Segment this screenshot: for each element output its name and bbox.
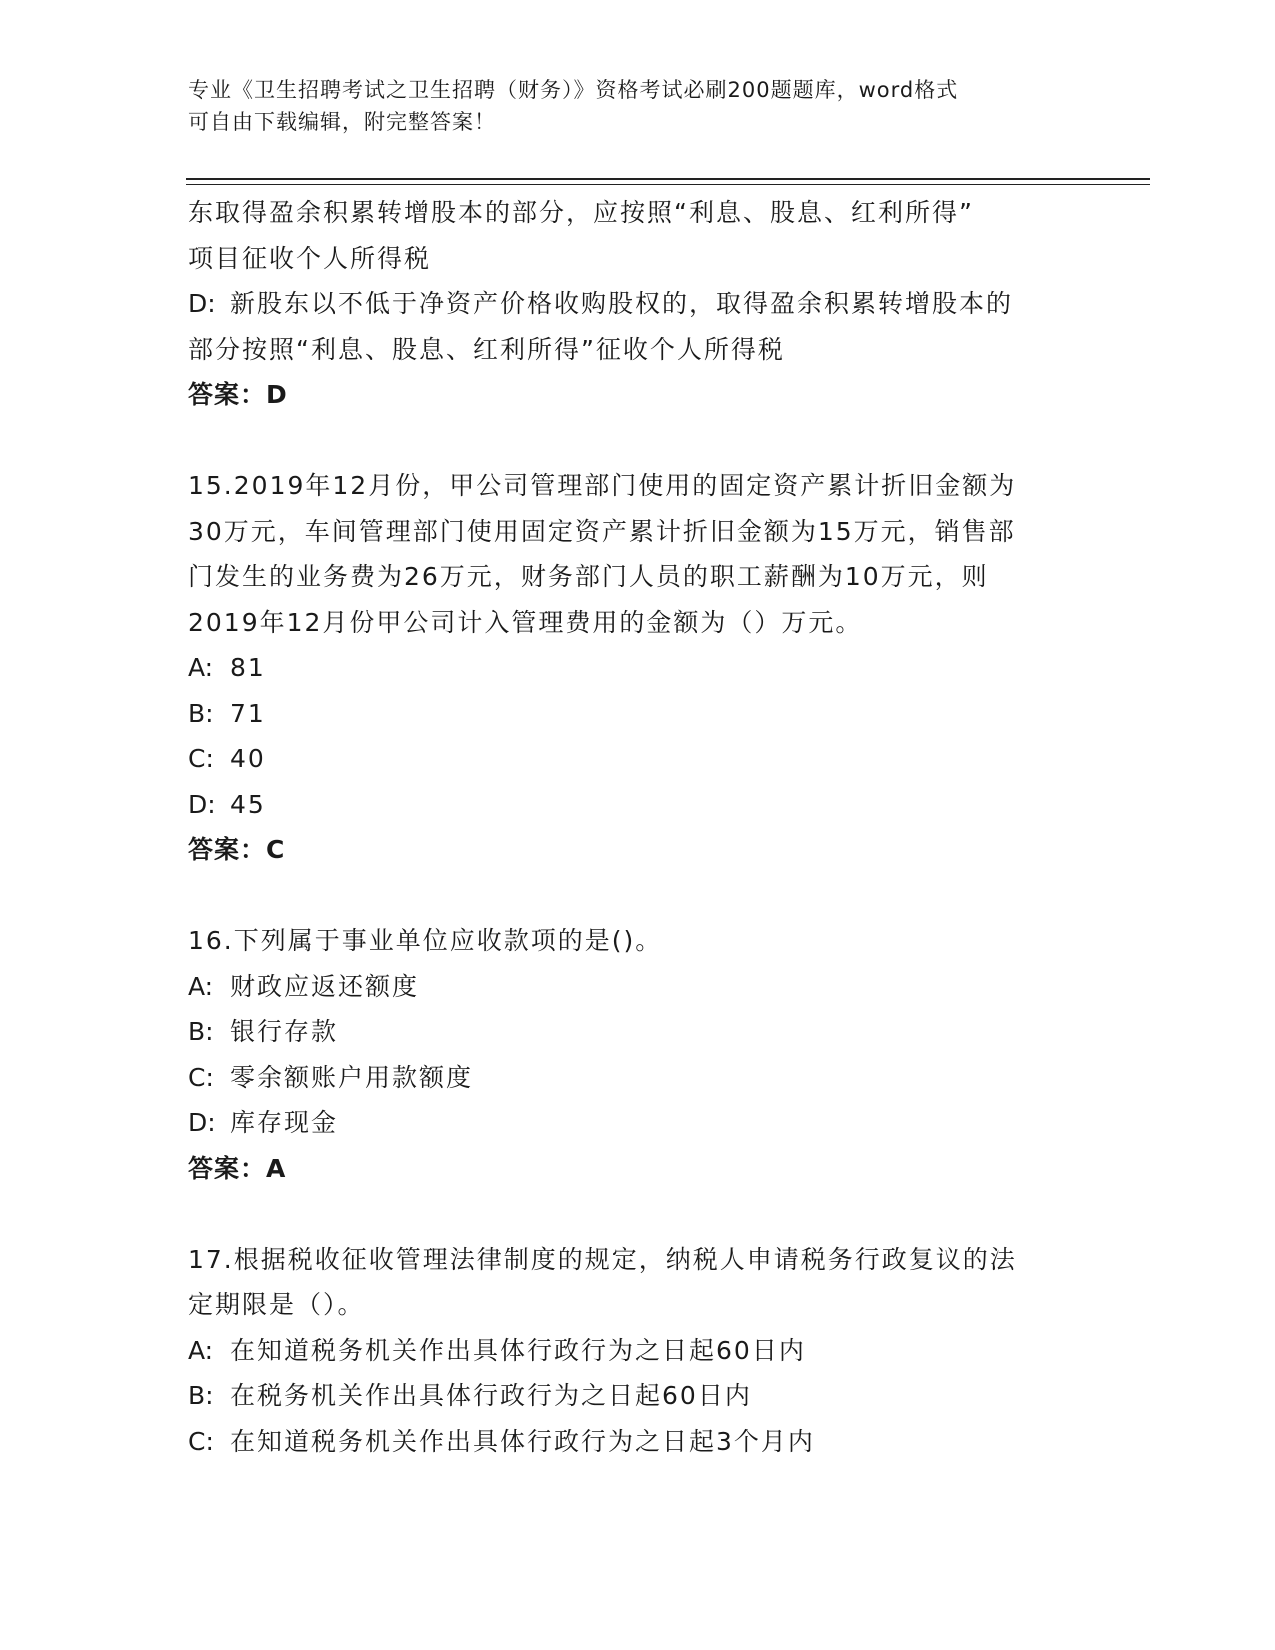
option-d: [188, 281, 1088, 327]
option-label: D:: [188, 1108, 216, 1137]
spacer: [188, 873, 1088, 919]
option-label: D:: [188, 789, 216, 819]
option-text: 45: [230, 789, 266, 819]
question-15-line: 15.2019年12月份，甲公司管理部门使用的固定资产累计折旧金额为: [188, 471, 1017, 500]
option-c: [188, 736, 1088, 782]
option-a: [188, 645, 1088, 691]
option-c: [188, 1055, 1088, 1101]
option-d: [188, 782, 1088, 828]
option-text: 新股东以不低于净资产价格收购股权的，取得盈余积累转增股本的: [230, 289, 1014, 318]
document-body: [188, 190, 1088, 1464]
answer-line: 答案：A: [188, 1153, 287, 1183]
option-label: C:: [188, 1426, 214, 1456]
continuation-line: 项目征收个人所得税: [188, 243, 432, 273]
header-divider-thick: [186, 178, 1150, 180]
question-17-line: 定期限是（）。: [188, 1290, 365, 1319]
header-line-2: 可自由下载编辑，附完整答案！: [188, 110, 496, 134]
option-a: [188, 964, 1088, 1010]
question-16-line: 16.下列属于事业单位应收款项的是()。: [188, 926, 663, 955]
answer-line: 答案：C: [188, 835, 286, 864]
option-label: C:: [188, 744, 214, 773]
option-label: A:: [188, 971, 214, 1001]
option-text: 库存现金: [230, 1108, 339, 1137]
continuation-line: 东取得盈余积累转增股本的部分，应按照“利息、股息、红利所得”: [188, 198, 974, 227]
option-label: B:: [188, 1017, 214, 1046]
option-c: [188, 1419, 1088, 1465]
question-15-line: 2019年12月份甲公司计入管理费用的金额为（）万元。: [188, 607, 863, 637]
header-line-1: 专业《卫生招聘考试之卫生招聘（财务）》资格考试必刷200题题库，word格式: [188, 78, 959, 102]
question-15-line: 30万元，车间管理部门使用固定资产累计折旧金额为15万元，销售部: [188, 516, 1016, 546]
option-text: 71: [230, 698, 266, 728]
option-text: 零余额账户用款额度: [230, 1062, 474, 1092]
option-text: 在知道税务机关作出具体行政行为之日起60日内: [230, 1335, 806, 1365]
option-d: [188, 1100, 1088, 1146]
option-text: 银行存款: [230, 1017, 339, 1046]
document-header: [188, 74, 1088, 138]
option-label: D:: [188, 289, 216, 318]
option-b: [188, 1009, 1088, 1055]
question-15-line: 门发生的业务费为26万元，财务部门人员的职工薪酬为10万元，则: [188, 562, 989, 591]
option-text: 在税务机关作出具体行政行为之日起60日内: [230, 1381, 752, 1410]
question-17-line: 17.根据税收征收管理法律制度的规定，纳税人申请税务行政复议的法: [188, 1244, 1017, 1274]
option-b: [188, 691, 1088, 737]
option-text: 81: [230, 653, 266, 682]
option-label: B:: [188, 698, 214, 728]
option-d-continued: 部分按照“利息、股息、红利所得”征收个人所得税: [188, 334, 785, 364]
option-b: [188, 1373, 1088, 1419]
option-text: 财政应返还额度: [230, 971, 420, 1001]
option-label: A:: [188, 653, 214, 682]
option-a: [188, 1328, 1088, 1374]
header-divider-thin: [186, 184, 1150, 185]
option-label: C:: [188, 1062, 214, 1092]
option-text: 40: [230, 744, 266, 773]
option-label: B:: [188, 1381, 214, 1410]
answer-line: 答案：D: [188, 380, 288, 409]
spacer: [188, 1191, 1088, 1237]
spacer: [188, 418, 1088, 464]
option-text: 在知道税务机关作出具体行政行为之日起3个月内: [230, 1426, 815, 1456]
option-label: A:: [188, 1335, 214, 1365]
